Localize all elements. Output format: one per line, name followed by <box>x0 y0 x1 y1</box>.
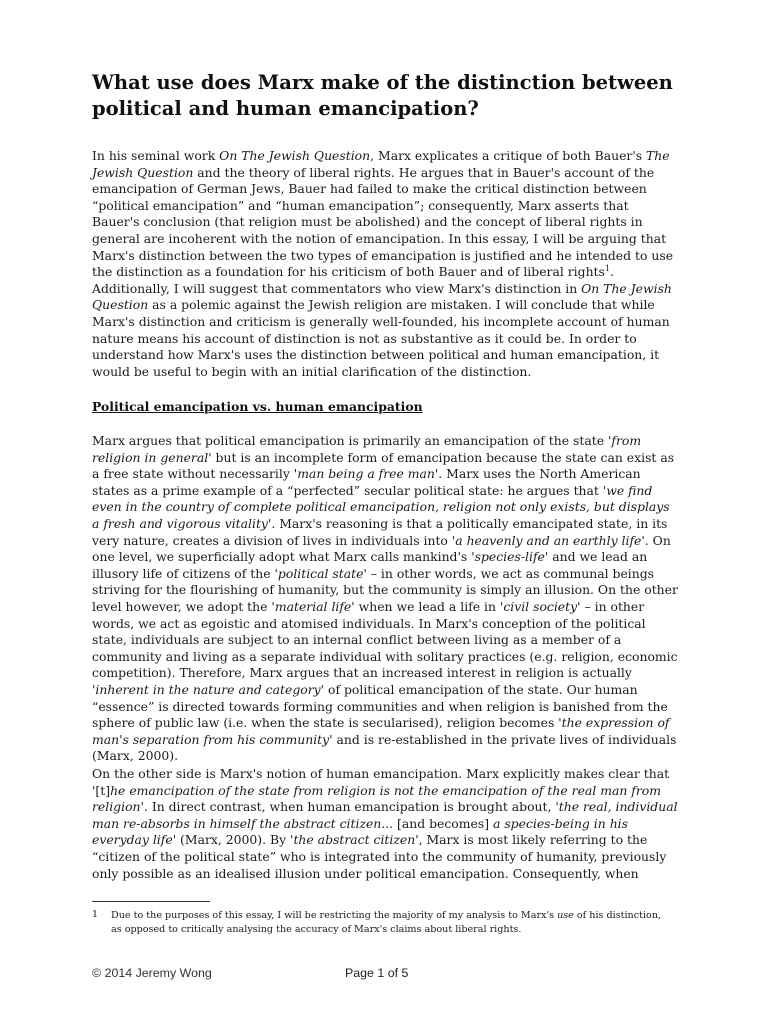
italic-text: The Jewish Question <box>92 148 670 180</box>
italic-text: On The Jewish Question <box>219 148 371 163</box>
italic-text: material life <box>274 598 352 614</box>
italic-text: he emancipation of the state from religion is not the emancipation of the real man from religion <box>92 782 661 815</box>
section-heading: Political emancipation vs. human emancipation <box>92 399 423 414</box>
text-run: ' of political emancipation of the state. Our human “essence” is directed towards forming communities and when religion is banished from the sphere of public law (i.e. when the state is secularised), religion becomes ' <box>92 681 668 731</box>
text-run: ' (Marx, 2000). By ' <box>172 832 294 848</box>
text-run: as a polemic against the Jewish religion are mistaken. I will conclude that while Marx's distinction and criticism is generally well-founded, his incomplete account of human nature means his account of distinction is not as substantive as it could be. In order to understand how Marx's uses the distinction between political and human emancipation, it would be useful to begin with an initial clarification of the distinction. <box>92 297 670 379</box>
text-run: Marx argues that political emancipation is primarily an emancipation of the state ' <box>92 433 612 448</box>
italic-text: species-life <box>474 549 545 565</box>
paragraph-human-emancipation <box>92 766 679 882</box>
italic-text: a species-being in his everyday life <box>92 815 628 848</box>
paragraph-intro <box>92 148 679 380</box>
text-run: of his distinction, as opposed to critically analysing the accuracy of Marx's claims about liberal rights. <box>111 910 662 935</box>
italic-text: from religion in general <box>92 433 642 465</box>
text-run: ' – in other words, we act as egoistic and atomised individuals. In Marx's conception of the political state, individuals are subject to an internal conflict between living as a member of a community and living as a separate individual with solitary practices (e.g. religion, economic competition). Therefore, Marx argues that an increased interest in religion is actually ' <box>92 598 678 697</box>
italic-text: the real, individual man re-absorbs in himself the abstract citizen <box>92 799 678 831</box>
text-run: '. Marx uses the North American states as a prime example of a “perfected” secular political state: he argues that ' <box>92 466 641 498</box>
italic-text: civil society <box>503 598 578 614</box>
italic-text: a heavenly and an earthly life <box>455 532 642 548</box>
text-run: '. Marx's reasoning is that a politically emancipated state, in its very nature, creates a division of lives in individuals into ' <box>92 515 668 548</box>
text-run: '. In direct contrast, when human emancipation is brought about, ' <box>140 799 559 815</box>
text-run: ' – in other words, we act as communal beings striving for the flourishing of humanity, but the community is simply an illusion. On the other level however, we adopt the ' <box>92 565 678 614</box>
italic-text: On The Jewish Question <box>92 280 672 313</box>
text-run: and the theory of liberal rights. He argues that in Bauer's account of the emancipation of German Jews, Bauer had failed to make the critical distinction between “political emancipation” and “human emancipation”; consequently, Marx asserts that Bauer's conclusion (that religion must be abolished) and the concept of liberal rights in general are incoherent with the notion of emancipation. In this essay, I will be arguing that Marx's distinction between the two types of emancipation is justified and he intended to use the distinction as a foundation for his criticism of both Bauer and of liberal rights <box>92 164 674 280</box>
text-run: ... [and becomes] <box>381 815 493 831</box>
document-title: What use does Marx make of the distinction between political and human emancipation? <box>92 71 673 120</box>
italic-text: political state <box>277 565 364 581</box>
text-run: , Marx explicates a critique of both Bauer's <box>370 148 647 163</box>
text-run: ' but is an incomplete form of emancipation because the state can exist as a free state without necessarily ' <box>92 449 675 482</box>
text-run: ', Marx is most likely referring to the “citizen of the political state” who is integrated into the community of humanity, previously only possible as an idealised illusion under political emancipation. Consequently, when <box>92 832 667 881</box>
italic-text: use <box>557 910 574 921</box>
italic-text: we find even in the country of complete political emancipation, religion not only exists, but displays a fresh and vigorous vitality <box>92 482 670 531</box>
footer-copyright: © 2014 Jeremy Wong <box>92 966 212 980</box>
italic-text: inherent in the nature and category <box>95 681 321 697</box>
text-run: . Additionally, I will suggest that commentators who view Marx's distinction in <box>92 264 614 296</box>
footnote-reference: 1 <box>604 264 610 274</box>
text-run: ' when we lead a life in ' <box>351 598 504 614</box>
text-run: Due to the purposes of this essay, I will be restricting the majority of my analysis to Marx's <box>111 910 558 921</box>
text-run: In his seminal work <box>92 148 220 163</box>
footer-page-number: Page 1 of 5 <box>345 966 409 980</box>
italic-text: man being a free man <box>297 466 435 482</box>
text-run: On the other side is Marx's notion of human emancipation. Marx explicitly makes clear that '[t] <box>92 766 670 798</box>
italic-text: the expression of man's separation from his community <box>92 715 670 747</box>
footnote-number: 1 <box>92 909 99 920</box>
text-run: ' and is re-established in the private lives of individuals (Marx, 2000). <box>92 731 677 764</box>
paragraph-political-emancipation <box>92 433 679 765</box>
footnote-divider <box>92 901 210 902</box>
footnote-text <box>111 909 671 937</box>
italic-text: the abstract citizen <box>293 832 416 848</box>
text-run: ' and we lead an illusory life of citizens of the ' <box>92 549 648 581</box>
text-run: '. On one level, we superficially adopt what Marx calls mankind's ' <box>92 532 671 565</box>
